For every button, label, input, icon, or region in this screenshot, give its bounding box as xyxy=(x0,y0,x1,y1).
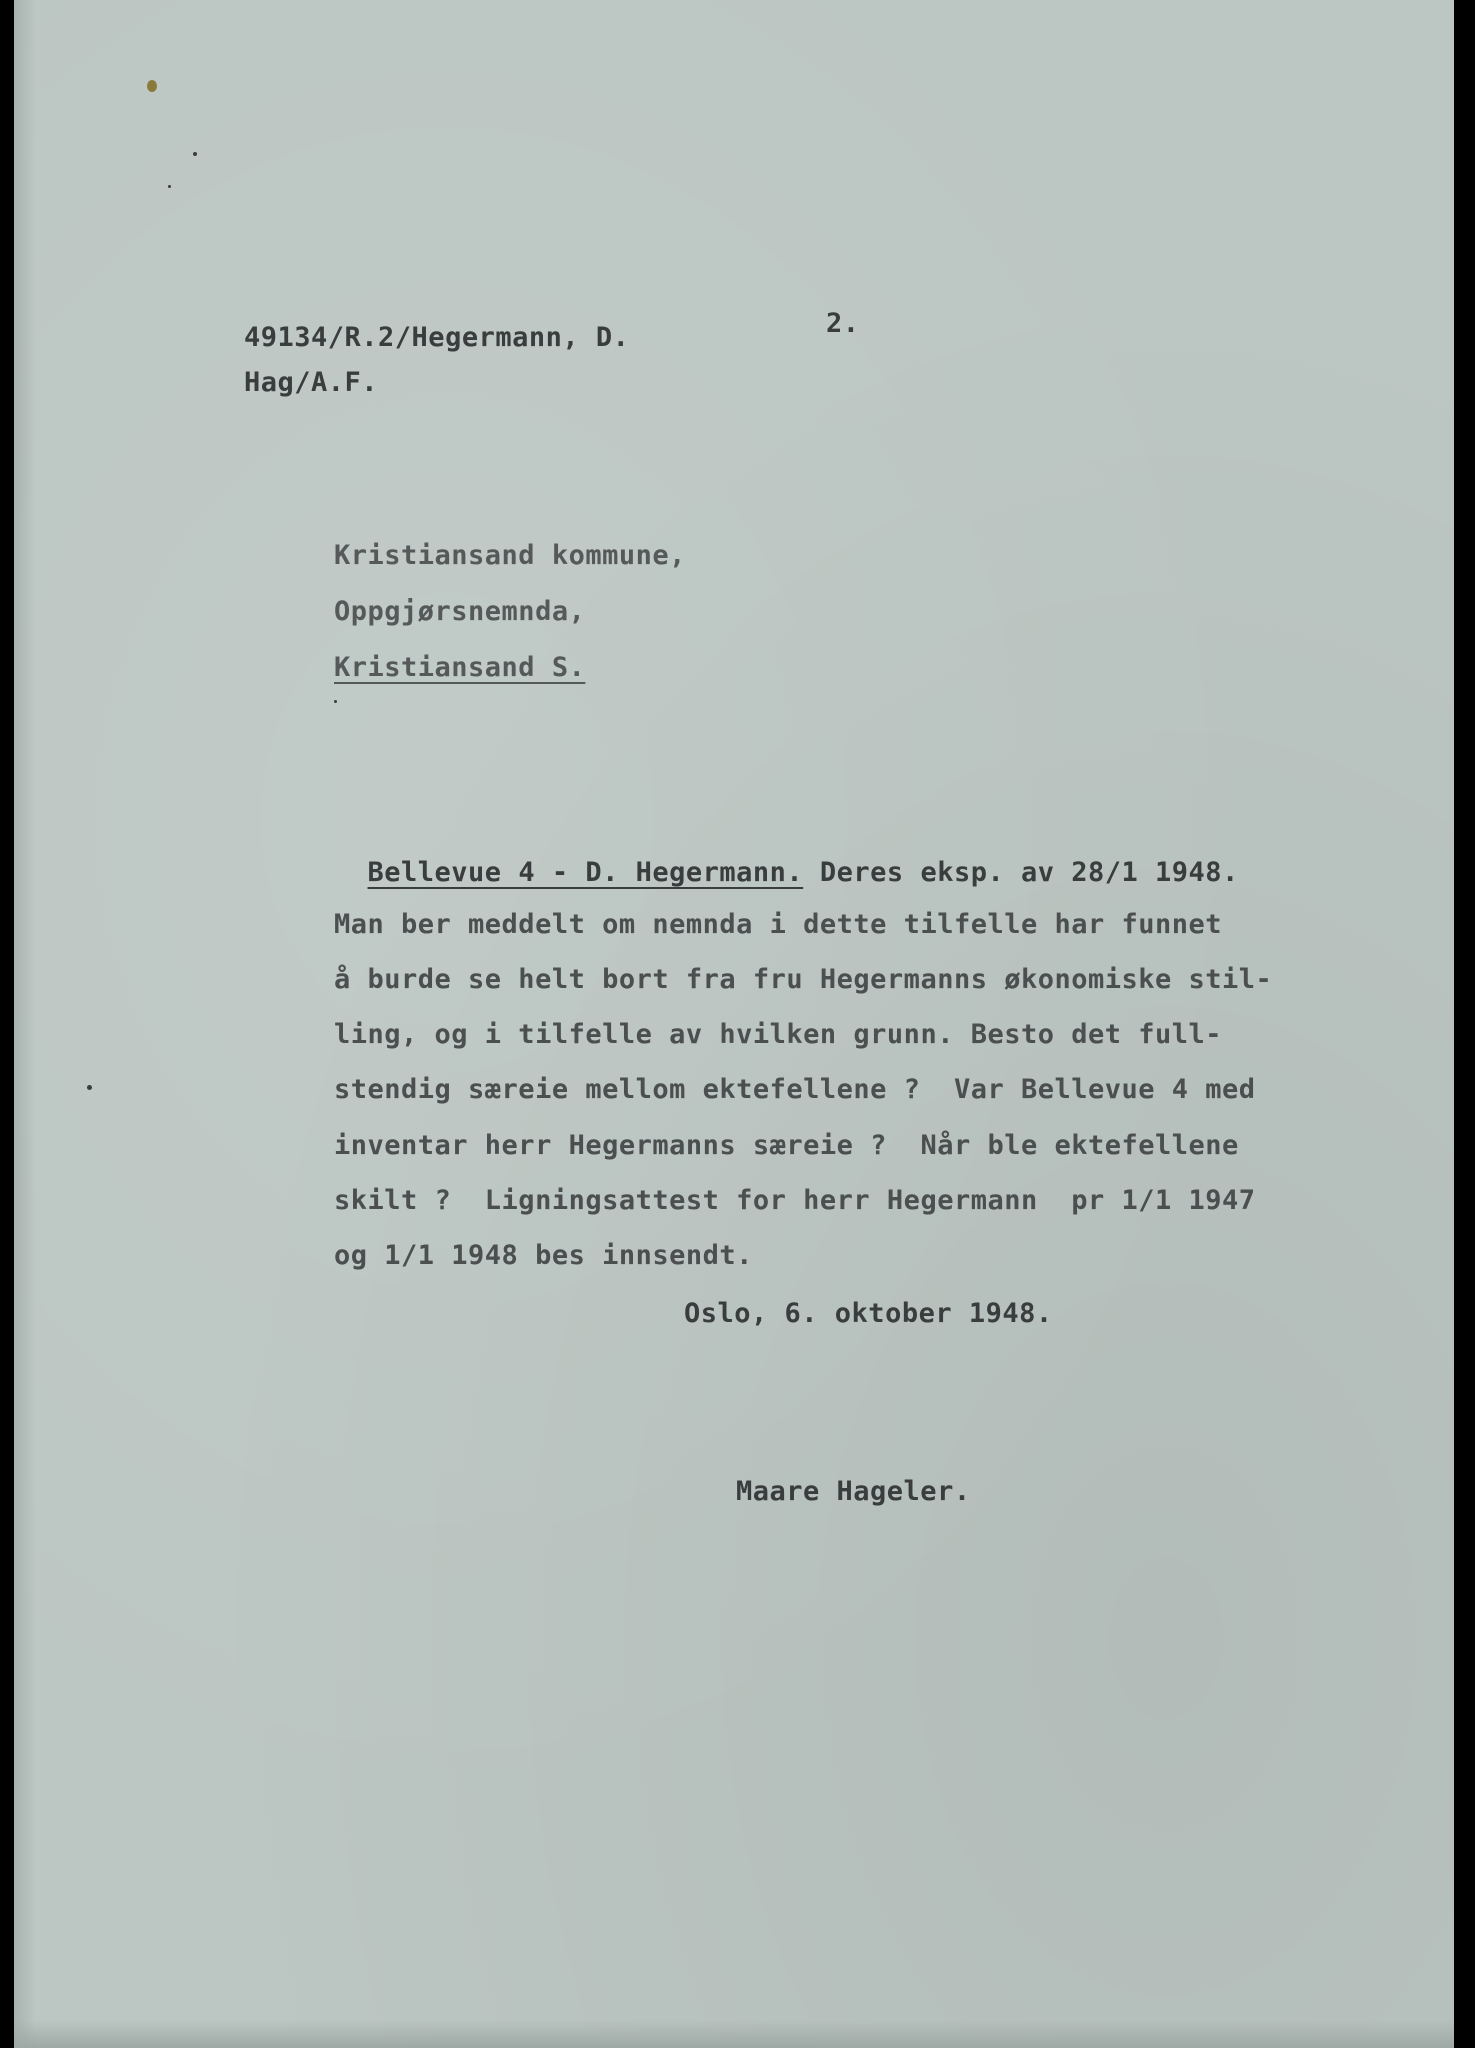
recipient-line-2: Oppgjørsnemnda, xyxy=(334,596,586,627)
subject-line xyxy=(334,826,1239,888)
place-date: Oslo, 6. oktober 1948. xyxy=(684,1298,1053,1329)
body-line: ling, og i tilfelle av hvilken grunn. Besto det full- xyxy=(334,1019,1223,1050)
recipient-line-3: Kristiansand S. xyxy=(334,652,586,683)
reference-line: 49134/R.2/Hegermann, D. xyxy=(244,322,630,353)
ink-dot xyxy=(87,1085,92,1090)
paper-bottom-shadow xyxy=(14,2020,1454,2048)
recipient-line-1: Kristiansand kommune, xyxy=(334,540,686,571)
stain-mark xyxy=(147,80,157,92)
body-line: stendig særeie mellom ektefellene ? Var Bellevue 4 med xyxy=(334,1074,1256,1105)
initials-line: Hag/A.F. xyxy=(244,367,379,398)
subject-underlined: Bellevue 4 - D. Hegermann. xyxy=(367,857,804,888)
signature-line: Maare Hageler. xyxy=(736,1476,971,1507)
ink-dot xyxy=(193,152,197,156)
ink-dot xyxy=(334,700,337,703)
body-line: og 1/1 1948 bes innsendt. xyxy=(334,1240,753,1271)
body-line: inventar herr Hegermanns særeie ? Når ble ektefellene xyxy=(334,1130,1239,1161)
paper-edge-shadow xyxy=(14,0,36,2048)
body-line: skilt ? Ligningsattest for herr Hegermann pr 1/1 1947 xyxy=(334,1185,1256,1216)
page-number: 2. xyxy=(826,308,860,339)
ink-dot xyxy=(168,185,171,188)
body-line: å burde se helt bort fra fru Hegermanns økonomiske stil- xyxy=(334,964,1273,995)
subject-rest: Deres eksp. av 28/1 1948. xyxy=(803,857,1239,888)
body-line: Man ber meddelt om nemnda i dette tilfelle har funnet xyxy=(334,909,1223,940)
